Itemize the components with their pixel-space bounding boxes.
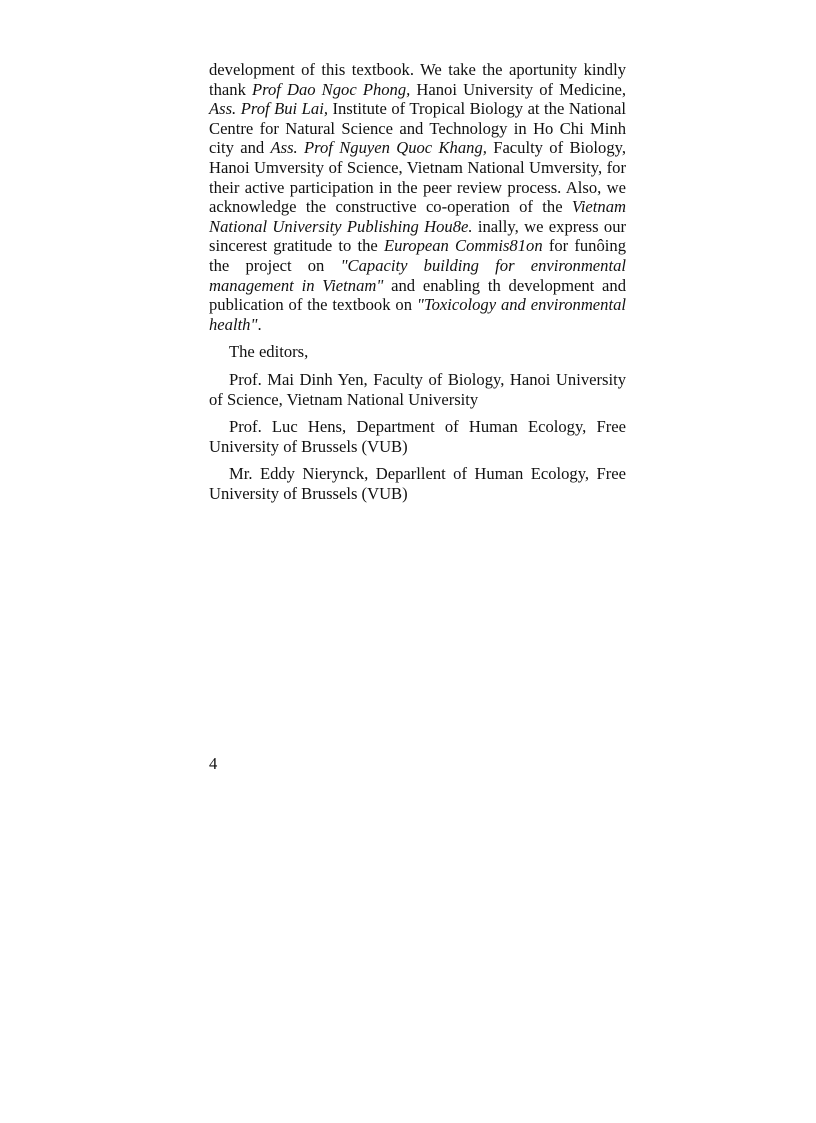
funder-name: European Commis81on: [384, 236, 543, 256]
editors-label: The editors,: [229, 342, 309, 362]
acknowledgement-paragraph: [209, 60, 626, 334]
ack-text-2: Hanoi University of Medicine,: [410, 79, 626, 99]
reviewer-name-dao-ngoc-phong: Prof Dao Ngoc Phong,: [251, 79, 411, 99]
ack-text-1: development of this textbook. We take the aportunity kindly thank: [209, 60, 626, 99]
ack-text-7: and enabling th development and publication of the textbook on: [209, 275, 627, 315]
ack-text-8: .: [257, 314, 262, 334]
project-title: "Capacity building for environmental management in Vietnam": [209, 255, 626, 295]
page-number: 4: [209, 754, 218, 773]
textbook-title: "Toxicology and environmental health": [209, 295, 626, 334]
editor-entry: Prof. Luc Hens, Department of Human Ecology, Free University of Brussels (VUB): [209, 417, 626, 456]
ack-text-5: inally, we express our sincerest gratitude to the: [209, 216, 627, 256]
ack-text-3: Institute of Tropical Biology at the National Centre for Natural Science and Technology in Ho Chi Minh city and: [209, 99, 626, 158]
reviewer-name-nguyen-quoc-khang: Ass. Prof Nguyen Quoc Khang,: [270, 138, 487, 158]
ack-text-6: for funôing the project on: [209, 236, 626, 275]
editor-entry: Mr. Eddy Nierynck, Deparllent of Human Ecology, Free University of Brussels (VUB): [209, 464, 626, 503]
ack-text-4: Faculty of Biology, Hanoi Umversity of Science, Vietnam National Umversity, for their active participation in the peer review process. Also, we acknowledge the constructive co-operation of the: [209, 138, 626, 217]
publisher-name: Vietnam National University Publishing Hou8e.: [209, 197, 626, 236]
editor-entry: Prof. Mai Dinh Yen, Faculty of Biology, Hanoi University of Science, Vietnam National University: [209, 369, 626, 409]
page-body: [209, 60, 626, 503]
reviewer-name-bui-lai: Ass. Prof Bui Lai,: [209, 99, 328, 119]
